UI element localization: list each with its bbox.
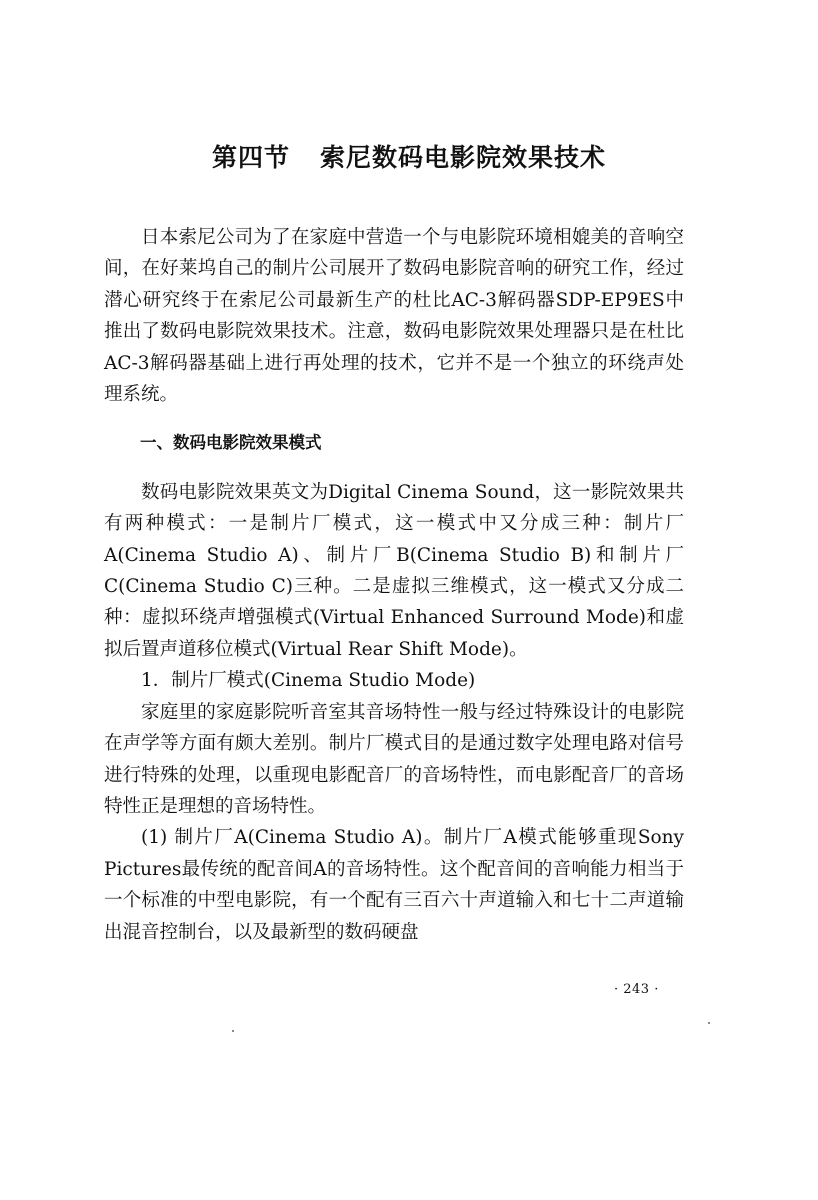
page-number: · 243 · [614,982,659,997]
section-title [0,138,818,174]
item-heading: 1．制片厂模式(Cinema Studio Mode) [141,670,476,692]
modes-paragraph: 数码电影院效果英文为Digital Cinema Sound，这一影院效果共有两种模式：一是制片厂模式，这一模式中又分成三种：制片厂A(Cinema Studio A)、制片厂B(Cinema Studio B)和制片厂C(Cinema Studio C)三种。二是虚拟三维模式，这一模式又分成二种：虚拟环绕声增强模式(Virtual Enhanced Surround Mode)和虚拟后置声道移位模式(Virtual Rear Shift Mode)。 [104,481,684,660]
studio-mode-paragraph: 家庭里的家庭影院听音室其音场特性一般与经过特殊设计的电影院在声学等方面有颇大差别。制片厂模式目的是通过数字处理电路对信号进行特殊的处理，以重现电影配音厂的音场特性，而电影配音厂的音场特性正是理想的音场特性。 [104,701,684,817]
spacer [104,410,684,427]
subsection-heading: 一、数码电影院效果模式 [140,433,322,453]
spacer [104,459,684,477]
scan-speck [232,1030,234,1032]
page-body [104,222,684,948]
studio-a-paragraph: (1) 制片厂A(Cinema Studio A)。制片厂A模式能够重现Sony Pictures最传统的配音间A的音场特性。这个配音间的音响能力相当于一个标准的中型电影院，有一个配有三百六十声道输入和七十二声道输出混音控制台，以及最新型的数码硬盘 [104,827,684,943]
section-label: 第四节 [211,143,290,172]
scan-speck [708,1022,710,1024]
section-heading: 索尼数码电影院效果技术 [320,143,607,172]
intro-paragraph: 日本索尼公司为了在家庭中营造一个与电影院环境相媲美的音响空间，在好莱坞自己的制片公司展开了数码电影院音响的研究工作，经过潜心研究终于在索尼公司最新生产的杜比AC-3解码器SDP-EP9ES中推出了数码电影院效果技术。注意，数码电影院效果处理器只是在杜比AC-3解码器基础上进行再处理的技术，它并不是一个独立的环绕声处理系统。 [104,227,684,406]
